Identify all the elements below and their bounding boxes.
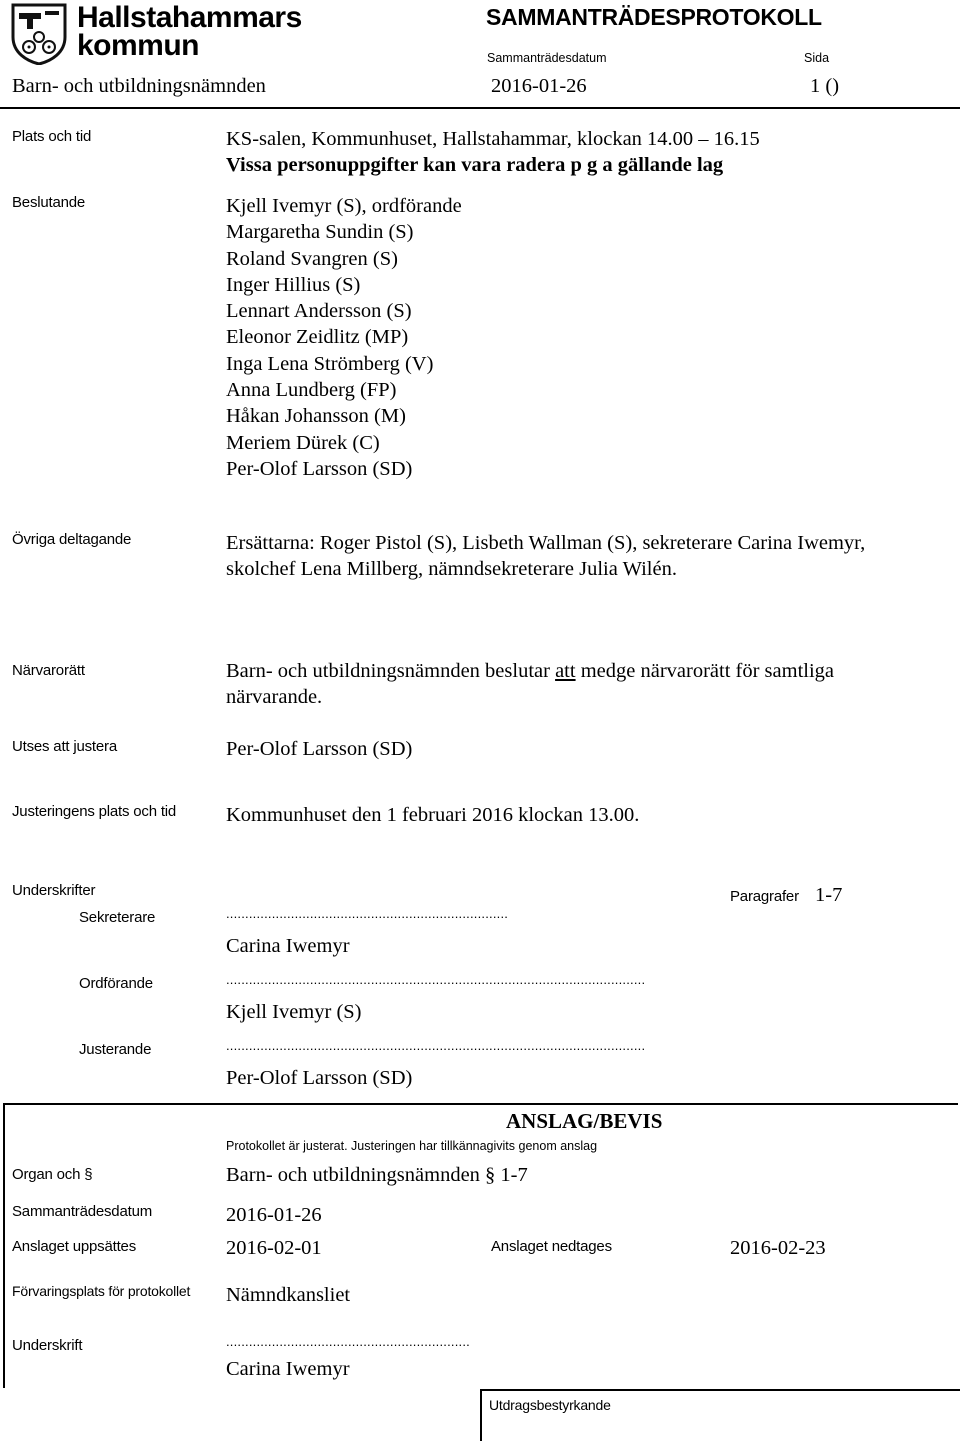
underskrift-signature-line: ................................................................ [226, 1334, 470, 1349]
sekreterare-signature-line: .......................................................................... [226, 906, 509, 921]
meeting-date: 2016-01-26 [491, 75, 587, 97]
sammantradesdatum-value: 2016-01-26 [226, 1204, 322, 1226]
anslag-uppsattes-value: 2016-02-01 [226, 1237, 322, 1259]
municipality-logo [11, 1, 302, 65]
privacy-note: Vissa personuppgifter kan vara radera p g a gällande lag [226, 154, 724, 176]
organ-label: Organ och § [12, 1166, 93, 1183]
paragrafer-label: Paragrafer [730, 888, 799, 905]
ovriga-label: Övriga deltagande [12, 531, 132, 548]
forvaring-value: Nämndkansliet [226, 1284, 351, 1306]
municipality-name-line1: Hallstahammars [77, 1, 302, 34]
ordforande-signature-line: .............................................................................................................. [226, 972, 646, 987]
justerande-name: Per-Olof Larsson (SD) [226, 1067, 413, 1089]
member-name: Håkan Johansson (M) [226, 405, 406, 428]
justering-plats-value: Kommunhuset den 1 februari 2016 klockan 13.00. [226, 804, 640, 826]
member-name: Inger Hillius (S) [226, 273, 361, 296]
anslag-title: ANSLAG/BEVIS [506, 1109, 663, 1133]
narvaro-line2: närvarande. [226, 686, 323, 708]
header-divider [0, 107, 960, 109]
municipality-name-line2: kommun [77, 29, 200, 62]
anslag-uppsattes-label: Anslaget uppsättes [12, 1238, 136, 1255]
sekreterare-name: Carina Iwemyr [226, 935, 350, 957]
paragrafer-value: 1-7 [815, 884, 843, 906]
ovriga-line2: skolchef Lena Millberg, nämndsekreterare Julia Wilén. [226, 558, 677, 581]
member-name: Anna Lundberg (FP) [226, 379, 397, 402]
member-name: Kjell Ivemyr (S), ordförande [226, 195, 462, 217]
anslag-nedtages-value: 2016-02-23 [730, 1237, 826, 1259]
anslag-left-border [3, 1103, 5, 1388]
anslag-top-border [3, 1103, 958, 1105]
utdrag-left-border [480, 1389, 482, 1441]
forvaring-label: Förvaringsplats för protokollet [12, 1283, 191, 1299]
ordforande-name: Kjell Ivemyr (S) [226, 1001, 362, 1023]
members-list [226, 193, 462, 482]
narvaro-text-before: Barn- och utbildningsnämnden beslutar [226, 660, 556, 682]
member-name: Lennart Andersson (S) [226, 300, 412, 323]
justerande-signature-line: .............................................................................................................. [226, 1038, 646, 1053]
sekreterare-label: Sekreterare [79, 909, 156, 926]
page-label: Sida [804, 51, 830, 65]
justera-label: Utses att justera [12, 738, 117, 755]
justerande-label: Justerande [79, 1041, 152, 1058]
place-value: KS-salen, Kommunhuset, Hallstahammar, klockan 14.00 – 16.15 [226, 128, 760, 150]
organ-value: Barn- och utbildningsnämnden § 1-7 [226, 1164, 528, 1186]
narvaro-label: Närvarorätt [12, 662, 85, 679]
ordforande-label: Ordförande [79, 975, 153, 992]
underskrift-name: Carina Iwemyr [226, 1358, 350, 1380]
member-name: Per-Olof Larsson (SD) [226, 457, 413, 480]
member-name: Eleonor Zeidlitz (MP) [226, 326, 409, 349]
member-name: Roland Svangren (S) [226, 247, 398, 270]
beslutande-label: Beslutande [12, 194, 86, 211]
justering-plats-label: Justeringens plats och tid [12, 803, 177, 820]
place-label: Plats och tid [12, 128, 92, 145]
committee-name: Barn- och utbildningsnämnden [12, 75, 266, 97]
ovriga-value [226, 530, 865, 583]
member-name: Meriem Dürek (C) [226, 431, 380, 454]
ovriga-line1: Ersättarna: Roger Pistol (S), Lisbeth Wallman (S), sekreterare Carina Iwemyr, [226, 532, 866, 554]
anslag-nedtages-label: Anslaget nedtages [491, 1238, 612, 1255]
page-number: 1 () [810, 75, 840, 97]
anslag-subtitle: Protokollet är justerat. Justeringen har tillkännagivits genom anslag [226, 1139, 598, 1153]
member-name: Margaretha Sundin (S) [226, 221, 414, 244]
justera-value: Per-Olof Larsson (SD) [226, 738, 413, 760]
utdrag-label: Utdragsbestyrkande [489, 1397, 611, 1413]
utdrag-top-border [480, 1389, 960, 1391]
narvaro-text-underlined: att [555, 660, 576, 682]
narvaro-text-after: medge närvarorätt för samtliga [575, 660, 835, 682]
underskrift-label: Underskrift [12, 1337, 83, 1354]
underskrifter-label: Underskrifter [12, 882, 96, 899]
coat-of-arms-icon [11, 3, 67, 65]
narvaro-value [226, 660, 834, 683]
date-label: Sammanträdesdatum [487, 51, 607, 65]
document-title: SAMMANTRÄDESPROTOKOLL [486, 4, 822, 30]
sammantradesdatum-label: Sammanträdesdatum [12, 1203, 153, 1220]
member-name: Inga Lena Strömberg (V) [226, 352, 434, 375]
